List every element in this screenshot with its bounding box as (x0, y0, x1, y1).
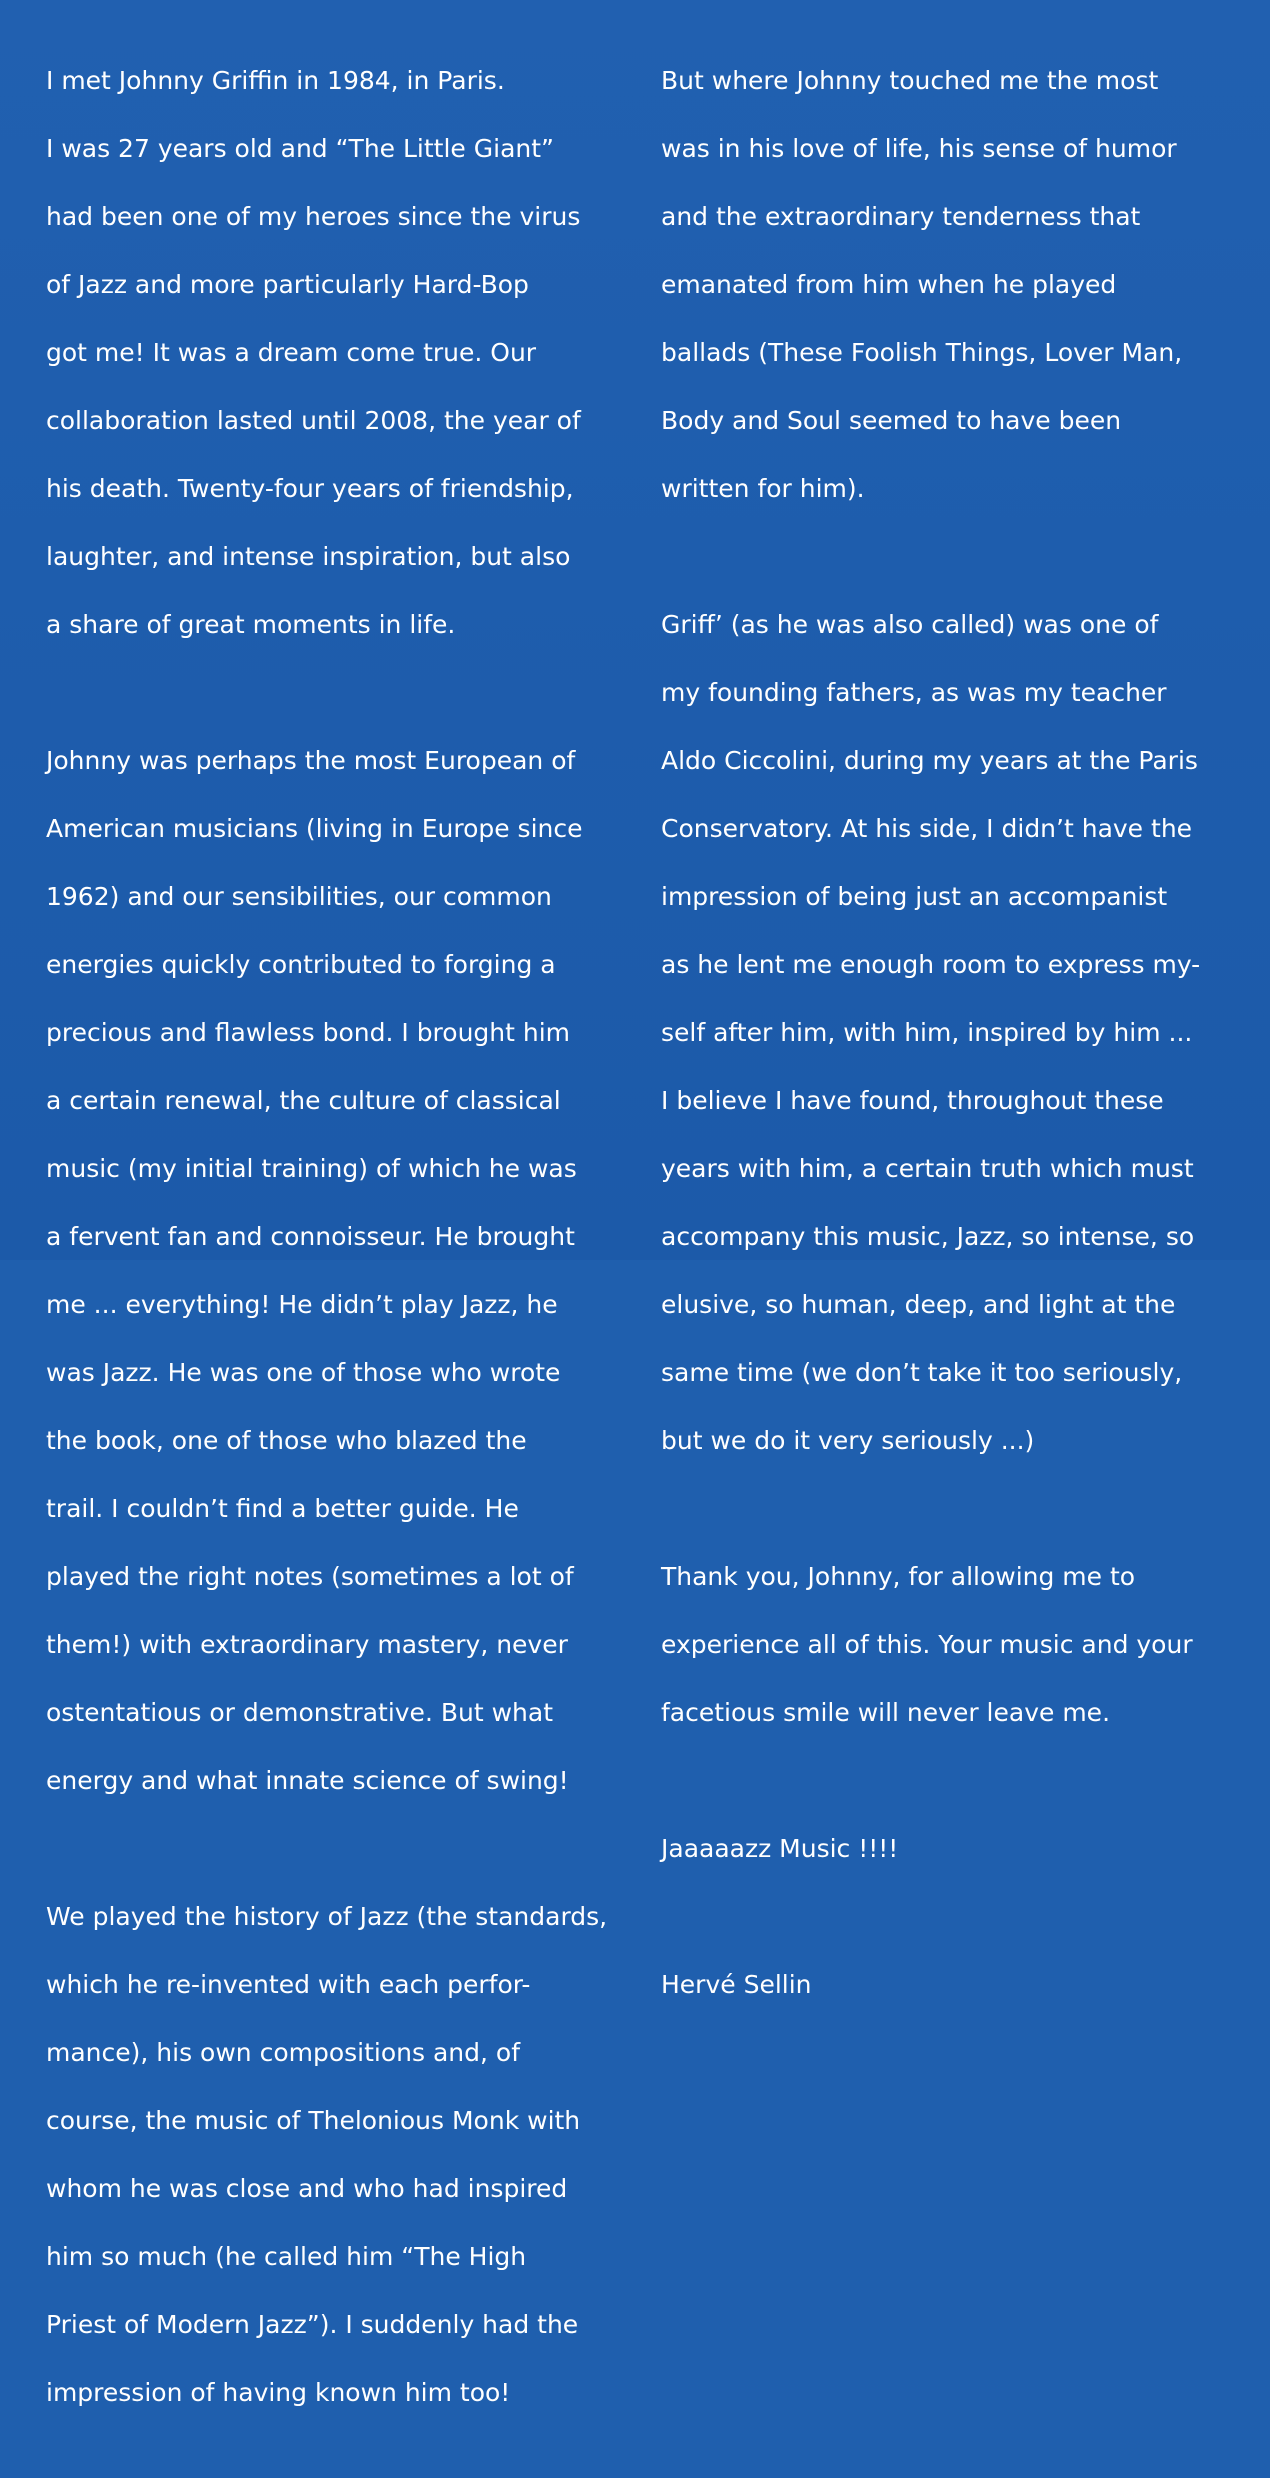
text-line: music (my initial training) of which he was (46, 1154, 577, 1183)
text-line: but we do it very seriously ...) (661, 1426, 1035, 1455)
text-line: as he lent me enough room to express my- (661, 950, 1201, 979)
text-line: whom he was close and who had inspired (46, 2174, 568, 2203)
text-line: impression of having known him too! (46, 2378, 511, 2407)
text-line: same time (we don’t take it too seriously, (661, 1358, 1183, 1387)
text-line: which he re-invented with each perfor- (46, 1970, 531, 1999)
paragraph-european (46, 710, 626, 1832)
text-line: Johnny was perhaps the most European of (46, 746, 576, 775)
paragraph-history (46, 1866, 626, 2444)
paragraph-thank-you (661, 1526, 1241, 1764)
author-name: Hervé Sellin (661, 1970, 812, 1999)
text-line: Griff’ (as he was also called) was one of (661, 610, 1159, 639)
text-line: Priest of Modern Jazz”). I suddenly had the (46, 2310, 579, 2339)
text-line: elusive, so human, deep, and light at the (661, 1290, 1176, 1319)
text-line: precious and flawless bond. I brought him (46, 1018, 571, 1047)
text-line: mance), his own compositions and, of (46, 2038, 520, 2067)
text-line: laughter, and intense inspiration, but also (46, 542, 571, 571)
text-line: But where Johnny touched me the most (661, 66, 1159, 95)
text-line: collaboration lasted until 2008, the year of (46, 406, 581, 435)
text-line: Jaaaaazz Music !!!! (661, 1834, 899, 1863)
text-line: a certain renewal, the culture of classical (46, 1086, 561, 1115)
text-line: ballads (These Foolish Things, Lover Man, (661, 338, 1183, 367)
text-line: trail. I couldn’t find a better guide. He (46, 1494, 519, 1523)
text-line: ostentatious or demonstrative. But what (46, 1698, 553, 1727)
text-line: Conservatory. At his side, I didn’t have the (661, 814, 1193, 843)
text-line: emanated from him when he played (661, 270, 1117, 299)
left-text-column (46, 30, 626, 2478)
text-line: We played the history of Jazz (the standards, (46, 1902, 608, 1931)
text-line: written for him). (661, 474, 865, 503)
text-line: was in his love of life, his sense of humor (661, 134, 1177, 163)
text-line: I was 27 years old and “The Little Giant” (46, 134, 554, 163)
text-line: American musicians (living in Europe since (46, 814, 583, 843)
right-text-column (661, 30, 1241, 2070)
paragraph-meeting (46, 30, 626, 676)
text-line: course, the music of Thelonious Monk with (46, 2106, 581, 2135)
text-line: was Jazz. He was one of those who wrote (46, 1358, 561, 1387)
text-line: and the extraordinary tenderness that (661, 202, 1141, 231)
author-signature (661, 1934, 1241, 2036)
paragraph-love-of-life (661, 30, 1241, 540)
text-line: the book, one of those who blazed the (46, 1426, 527, 1455)
text-line: played the right notes (sometimes a lot of (46, 1562, 574, 1591)
text-line: his death. Twenty-four years of friendship, (46, 474, 574, 503)
text-line: I met Johnny Griffin in 1984, in Paris. (46, 66, 505, 95)
paragraph-jazz-music (661, 1798, 1241, 1900)
text-line: Aldo Ciccolini, during my years at the Paris (661, 746, 1198, 775)
text-line: me ... everything! He didn’t play Jazz, he (46, 1290, 558, 1319)
text-line: energies quickly contributed to forging a (46, 950, 556, 979)
text-line: had been one of my heroes since the virus (46, 202, 581, 231)
text-line: energy and what innate science of swing! (46, 1766, 569, 1795)
paragraph-founding-fathers (661, 574, 1241, 1492)
text-line: him so much (he called him “The High (46, 2242, 527, 2271)
text-line: I believe I have found, throughout these (661, 1086, 1164, 1115)
text-line: a share of great moments in life. (46, 610, 456, 639)
text-line: my founding fathers, as was my teacher (661, 678, 1167, 707)
text-line: Thank you, Johnny, for allowing me to (661, 1562, 1136, 1591)
text-line: experience all of this. Your music and your (661, 1630, 1193, 1659)
text-line: facetious smile will never leave me. (661, 1698, 1111, 1727)
text-line: of Jazz and more particularly Hard-Bop (46, 270, 529, 299)
text-line: them!) with extraordinary mastery, never (46, 1630, 568, 1659)
text-line: 1962) and our sensibilities, our common (46, 882, 552, 911)
text-line: Body and Soul seemed to have been (661, 406, 1122, 435)
text-line: years with him, a certain truth which must (661, 1154, 1194, 1183)
text-line: got me! It was a dream come true. Our (46, 338, 537, 367)
text-line: accompany this music, Jazz, so intense, so (661, 1222, 1195, 1251)
text-line: impression of being just an accompanist (661, 882, 1168, 911)
text-line: self after him, with him, inspired by him ... (661, 1018, 1193, 1047)
text-line: a fervent fan and connoisseur. He brought (46, 1222, 575, 1251)
